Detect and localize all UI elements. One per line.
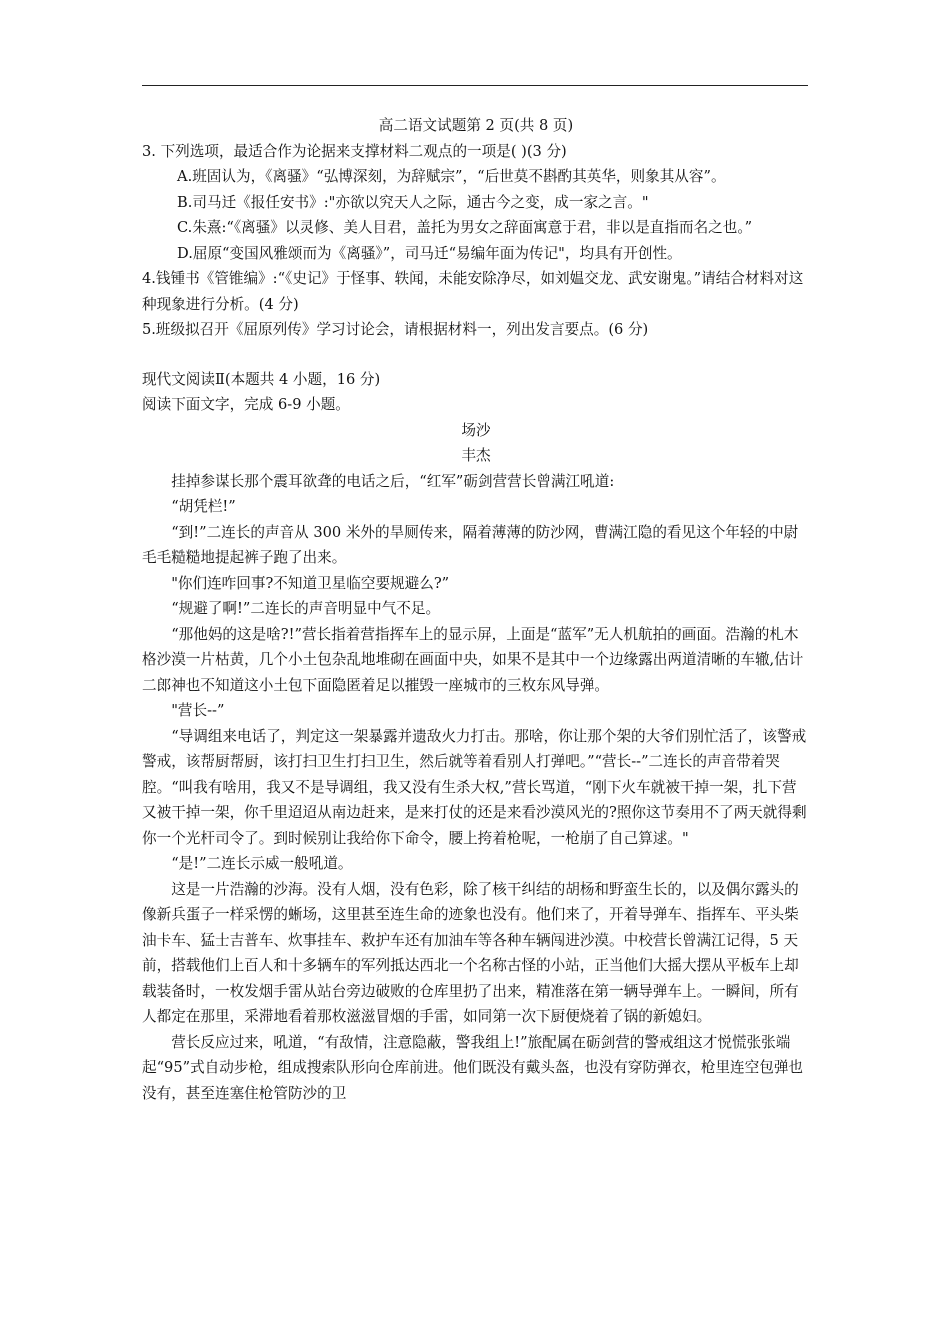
story-paragraph: 这是一片浩瀚的沙海。没有人烟，没有色彩，除了核干纠结的胡杨和野蛮生长的，以及偶尔露头的像新兵蛋子一样采愣的蜥场，这里甚至连生命的迹象也没有。他们来了，开着导弹车、指挥车、平头柴油卡车、猛士吉普车、炊事挂车、救护车还有加油车等各种车辆闯进沙漠。中校营长曾满江记得，5 天前，搭载他们上百人和十多辆车的军列抵达西北一个名称古怪的小站，正当他们大摇大摆从平板车上却载装备时，一枚发烟手雷从站台旁边破败的仓库里扔了出来，精准落在第一辆导弹车上。一瞬间，所有人都定在那里，采滞地看着那枚滋滋冒烟的手雷，如同第一次下厨便烧着了锅的新媳妇。 <box>142 880 799 1025</box>
story-paragraph: “导调组来电话了，判定这一架暴露并遗敌火力打击。那啥，你让那个架的大爷们别忙活了，该警戒警戒，该帮厨帮厨，该打扫卫生打扫卫生，然后就等着看别人打弹吧。”“营长--”二连长的声音带着哭腔。“叫我有啥用，我又不是导调组，我又没有生杀大权,”营长骂道，“刚下火车就被干掉一架，扎下营又被干掉一架，你千里迢迢从南边赶来，是来打仗的还是来看沙漠风光的?照你这节奏用不了两天就得剩你一个光杆司令了。到时候别让我给你下命令，腰上挎着枪呢，一枪崩了自己算逑。" <box>142 727 807 847</box>
story-title: 场沙 <box>461 421 491 439</box>
question-5: 5.班级拟召开《屈原列传》学习讨论会，请根据材料一，列出发言要点。(6 分) <box>142 321 649 338</box>
question-3-option-d: D.屈原“变国风雅颂而为《离骚》”，司马迁“易编年面为传记"，均具有开创性。 <box>177 244 682 262</box>
story-paragraph: "营长--” <box>171 702 225 719</box>
page-label: 高二语文试题第 2 页(共 8 页) <box>378 117 574 134</box>
story-paragraph: 挂掉参谋长那个震耳欲聋的电话之后，“红军”砺剑营营长曾满江吼道: <box>171 472 615 490</box>
story-author: 丰杰 <box>461 447 491 464</box>
story-paragraph: “规避了啊!”二连长的声音明显中气不足。 <box>171 600 441 617</box>
section-instruction: 阅读下面文字，完成 6-9 小题。 <box>142 396 350 413</box>
question-3-option-c: C.朱熹:“《离骚》以灵修、美人目君，盖托为男女之辞面寓意于君，非以是直指而名之也。” <box>177 219 753 236</box>
header-rule <box>142 85 808 86</box>
story-paragraph: “到!”二连长的声音从 300 米外的旱厕传来，隔着薄薄的防沙网，曹满江隐的看见这个年轻的中尉毛毛糙糙地提起裤子跑了出来。 <box>142 523 799 566</box>
story-paragraph: “是!”二连长示威一般吼道。 <box>171 855 353 872</box>
story-paragraph: "你们连咋回事?不知道卫星临空要规避么?” <box>171 574 450 592</box>
question-4: 4.钱锺书《管锥编》:“《史记》于怪事、轶闻，未能安除净尽，如刘媪交龙、武安谢鬼。”请结合材料对这种现象进行分析。(4 分) <box>142 270 804 313</box>
story-paragraph: “胡凭栏!” <box>171 498 236 515</box>
exam-page <box>142 113 810 1106</box>
question-3-option-b: B.司马迁《报任安书》:"亦欲以究天人之际，通古今之变，成一家之言。" <box>177 193 649 211</box>
story-paragraph: 营长反应过来，吼道，“有敌情，注意隐蔽，警我组上!”旅配属在砺剑营的警戒组这才悦慌张张端起“95”式自动步枪，组成搜索队形向仓库前进。他们既没有戴头盔，也没有穿防弹衣，枪里连空包弹也没有，甚至连塞住枪管防沙的卫 <box>142 1033 804 1102</box>
question-3-stem: 3. 下列选项，最适合作为论据来支撑材料二观点的一项是( )(3 分) <box>142 142 567 160</box>
section-heading: 现代文阅读Ⅱ(本题共 4 小题，16 分) <box>142 370 381 388</box>
section-gap <box>142 343 810 367</box>
question-3-option-a: A.班固认为，《离骚》“弘博深刻，为辞赋宗”，“后世莫不斟酌其英华，则象其从容”。 <box>177 168 726 185</box>
story-paragraph: “那他妈的这是啥?!”营长指着营指挥车上的显示屏，上面是“蓝军”无人机航拍的画面。浩瀚的札木格沙漠一片枯黄，几个小土包杂乱地堆砌在画面中央，如果不是其中一个边缘露出两道清晰的车辙,估计二郎神也不知道这小土包下面隐匿着足以摧毁一座城市的三枚东风导弹。 <box>142 625 804 694</box>
